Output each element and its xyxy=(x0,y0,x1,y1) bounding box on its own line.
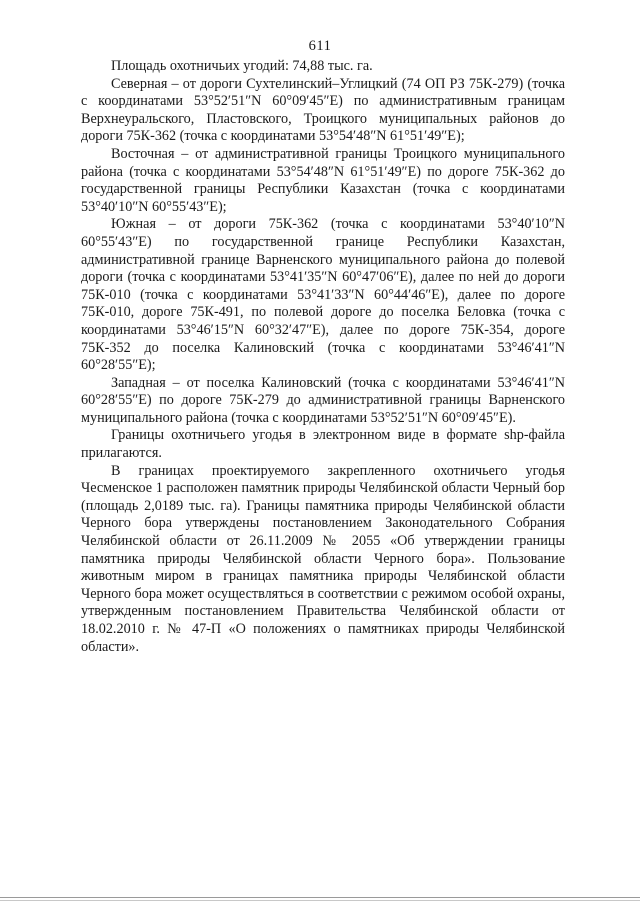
paragraph-north-boundary: Северная – от дороги Сухтелинский–Углицкий (74 ОП РЗ 75К-279) (точка с координатами 53°52′51″N 60°09′45″E) по административным границам Верхнеуральского, Пластовского, Троицкого муниципальных районов до дороги 75К-362 (точка с координатами 53°54′48″N 61°51′49″E); xyxy=(81,75,565,145)
paragraph-shp-file: Границы охотничьего угодья в электронном виде в формате shp-файла прилагаются. xyxy=(81,427,565,462)
paragraph-east-boundary: Восточная – от административной границы Троицкого муниципального района (точка с координатами 53°54′48″N 61°51′49″E) по дороге 75К-362 до государственной границы Республики Казахстан (точка с координатами 53°40′10″N 60°55′43″E); xyxy=(81,145,565,215)
document-body xyxy=(81,58,565,656)
paragraph-nature-monument: В границах проектируемого закрепленного охотничьего угодья Чесменское 1 расположен памятник природы Челябинской области Черный бор (площадь 2,0189 тыс. га). Границы памятника природы Челябинской области Черного бора утверждены постановлением Законодательного Собрания Челябинской области от 26.11.2009 № 2055 «Об утверждении границы памятника природы Челябинской области Черного бора». Пользование животным миром в границах памятника природы Челябинской области Черного бора может осуществляться в соответствии с режимом особой охраны, утвержденным постановлением Правительства Челябинской области от 18.02.2010 г. № 47-П «О положениях о памятниках природы Челябинской области». xyxy=(81,462,565,655)
paragraph-area: Площадь охотничьих угодий: 74,88 тыс. га. xyxy=(111,58,373,74)
paragraph-west-boundary: Западная – от поселка Калиновский (точка с координатами 53°46′41″N 60°28′55″E) по дороге 75К-279 до административной границы Варненского муниципального района (точка с координатами 53°52′51″N 60°09′45″E). xyxy=(81,374,565,426)
paragraph-south-boundary: Южная – от дороги 75К-362 (точка с координатами 53°40′10″N 60°55′43″E) по государственной границе Республики Казахстан, административной границе Варненского муниципального района до полевой дороги (точка с координатами 53°41′35″N 60°47′06″E), далее по ней до дороги 75К-010 (точка с координатами 53°41′33″N 60°44′46″E), далее по дороге 75К-010, дороге 75К-491, по полевой дороге до поселка Беловка (точка с координатами 53°46′15″N 60°32′47″E), далее по дороге 75К-354, дороге 75К-352 до поселка Калиновский (точка с координатами 53°46′41″N 60°28′55″E); xyxy=(81,216,565,374)
scan-edge-line xyxy=(0,897,640,898)
page-number: 611 xyxy=(308,38,332,54)
scan-edge-line-secondary xyxy=(0,900,640,901)
